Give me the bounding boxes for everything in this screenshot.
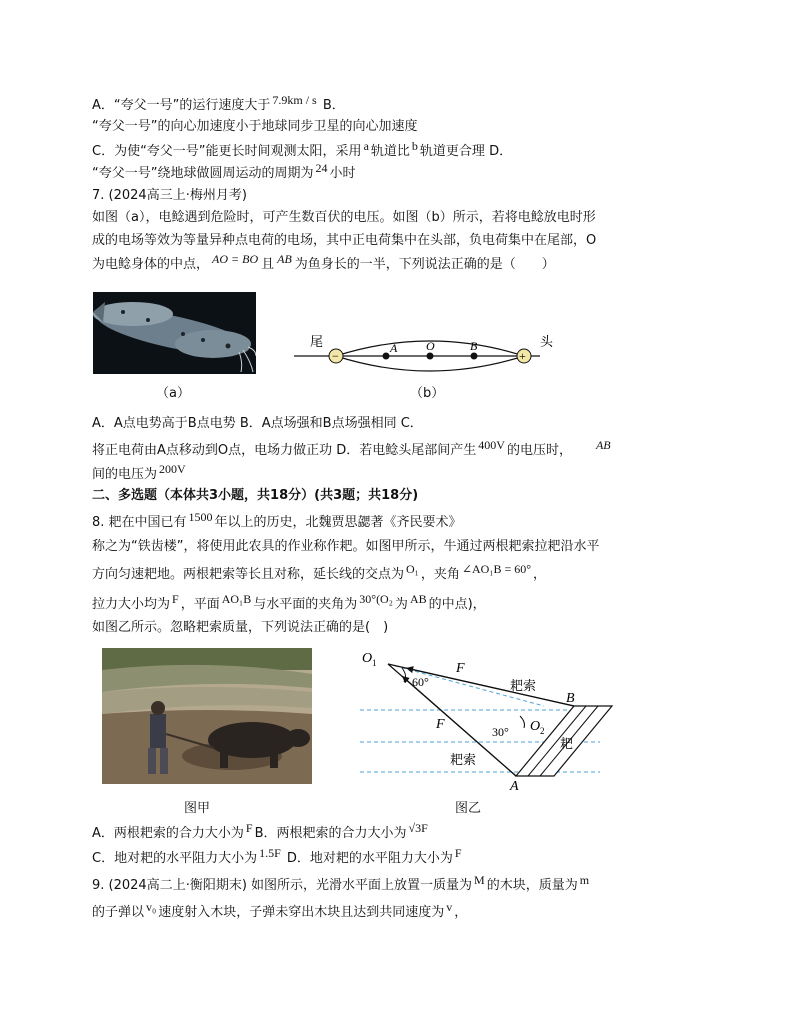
q7-segment: AB [277,252,292,266]
angle-text: ∠AO₁B = 60° [461,562,532,576]
field-diagram [290,330,560,388]
q9-line-2-mid: 速度射入木块，子弹未穿出木块且达到共同速度为 [158,905,445,920]
orbit-b: b [411,139,418,153]
label-rope-lower: 耙索 [450,752,477,767]
force-f: F [172,592,179,606]
q6-option-b: “夸父一号”的向心加速度小于地球同步卫星的向心加速度 [92,119,418,134]
force-arrow-b [406,668,574,706]
label-60: 60° [412,675,429,689]
q6-option-d-post: 小时 [329,166,356,181]
q7-line-3 [92,254,555,275]
segment-ab: AB [409,592,427,606]
q8-line-4-post: 的中点)， [428,597,486,612]
negative-sign: − [332,349,339,363]
q7-option-d-post: 的电压时， [506,443,572,458]
positive-sign: + [519,349,526,363]
q8-line-3 [92,564,546,585]
q8-line-4-mid: ，平面 [180,597,220,612]
q7-line-3-pre: 为电鲶身体的中点， [92,257,210,272]
point-o1-text: O₁ [406,562,419,576]
q8-line-1-post: 年以上的历史，北魏贾思勰著《齐民要术》 [214,515,462,530]
q8-line-3-pre: 方向匀速耙地。两根耙索等长且对称，延长线的交点为 [92,567,405,582]
force-diagram [360,644,640,792]
voltage-200: 200V [159,462,186,476]
q9-line-1 [92,875,591,896]
q8-line-2: 称之为“铁齿楼”，将使用此农具的作业称作耙。如图甲所示，牛通过两根耙索拉耙沿水平 [92,539,600,554]
section-title: 二、多选题（本体共3小题，共18分）(共3题；共18分) [92,488,419,503]
years-value: 1500 [188,510,213,524]
plane-ao1b: AO₁B [221,592,252,606]
q6-option-d-label: D． [489,144,513,159]
figure-jia-caption: 图甲 [184,801,211,816]
q6-option-d: “夸父一号”绕地球做圆周运动的周期为 [92,166,314,181]
q8-options-line-2 [92,848,464,869]
label-a: A [390,341,398,355]
point-b [471,353,478,360]
point-a [383,353,390,360]
q6-option-a-line [92,95,345,116]
figure-yi-caption: 图乙 [455,801,482,816]
label-rope-upper: 耙索 [510,678,537,693]
farming-photo [102,648,312,784]
q8-option-c: C．地对耙的水平阻力大小为 [92,851,258,866]
label-rake: 耙 [560,736,574,751]
q6-option-a: A．“夸父一号”的运行速度大于 [92,98,271,113]
q7-options-line-3 [92,464,188,485]
point-o [427,353,434,360]
q8-line-1 [92,512,462,533]
q7-line-3-post: 为鱼身长的一半，下列说法正确的是（ ） [294,257,555,272]
q8-line-4-pre: 拉力大小均为 [92,597,171,612]
label-o: O [426,339,435,353]
label-a-point: A [510,779,519,792]
catfish-photo [93,292,256,374]
q9-line-1-mid: 的木块，质量为 [486,878,578,893]
angle-30-text: 30°(O₂ [359,592,393,606]
voltage-400: 400V [478,438,505,452]
q6-option-d-line [92,163,356,184]
q7-header: 7. (2024高三上·梅州月考) [92,188,247,203]
period-value: 24 [315,161,328,175]
mass-m-small: m [579,873,590,887]
q7-equation: AO = BO [212,252,259,266]
q8-option-b: B．两根耙索的合力大小为 [254,826,407,841]
q6-option-c-mid: 轨道比 [370,144,410,159]
q9-line-2 [92,902,467,923]
q8-line-5: 如图乙所示。忽略耙索质量，下列说法正确的是( ) [92,620,389,635]
q7-option-seg: AB [595,438,611,452]
first-cosmic-velocity: 7.9km / s [272,93,317,107]
q8-option-c-value: 1.5F [259,846,281,860]
mass-m-big: M [474,873,485,887]
label-head: 头 [540,334,554,349]
q6-option-c: C．为使“夸父一号”能更长时间观测太阳，采用 [92,144,362,159]
q6-option-b-label: B． [322,98,345,113]
q9-line-1-pre: 9. (2024高二上·衡阳期末) 如图所示，光滑水平面上放置一质量为 [92,878,473,893]
q7-options-line-1: A．A点电势高于B点电势 B．A点场强和B点场强相同 C． [92,416,423,431]
label-f-lower: F [436,717,445,732]
orbit-a: a [363,139,369,153]
q7-option-c: 将正电荷由A点移动到O点，电场力做正功 D．若电鲶头尾部间产生 [92,443,477,458]
label-b: B [470,339,478,353]
q8-line-4 [92,594,486,615]
q7-line-1: 如图（a），电鲶遇到危险时，可产生数百伏的电压。如图（b）所示，若将电鲶放电时形 [92,210,596,225]
q7-option-d-tail: 间的电压为 [92,467,158,482]
figure-a-caption: （a） [156,386,190,401]
figure-b-caption: （b） [410,386,445,401]
q8-line-1-pre: 8. 耙在中国已有 [92,515,187,530]
label-o1: O [362,651,373,666]
label-o1-sub: 1 [372,658,377,668]
label-o2: O [530,719,541,734]
q8-option-b-value: √3F [408,821,428,835]
q8-line-4-mid2: 与水平面的夹角为 [253,597,358,612]
q8-line-3-mid: ，夹角 [420,567,460,582]
label-30: 30° [492,725,509,739]
q6-option-c-post: 轨道更合理 [419,144,485,159]
q6-option-c-line [92,141,512,162]
label-f-upper: F [456,661,465,676]
q9-line-2-pre: 的子弹以 [92,905,145,920]
q8-option-d-value: F [454,846,462,860]
q8-line-4-mid3: 为 [394,597,408,612]
q8-option-a: A．两根耙索的合力大小为 [92,826,244,841]
label-tail: 尾 [310,334,324,349]
q8-line-3-post: ， [533,567,547,582]
q7-options-line-2 [92,440,614,461]
q8-options-line-1 [92,823,430,844]
q7-line-2: 成的电场等效为等量异种点电荷的电场，其中正电荷集中在头部，负电荷集中在尾部，O [92,233,597,248]
velocity-v: v [446,900,453,914]
label-o2-sub: 2 [540,726,545,736]
label-b-point: B [566,691,575,706]
q8-option-d: D．地对耙的水平阻力大小为 [286,851,453,866]
q7-line-3-mid: 且 [261,257,275,272]
velocity-v0: v₀ [146,900,157,914]
q8-option-a-value: F [245,821,253,835]
q9-line-2-post: ， [454,905,468,920]
